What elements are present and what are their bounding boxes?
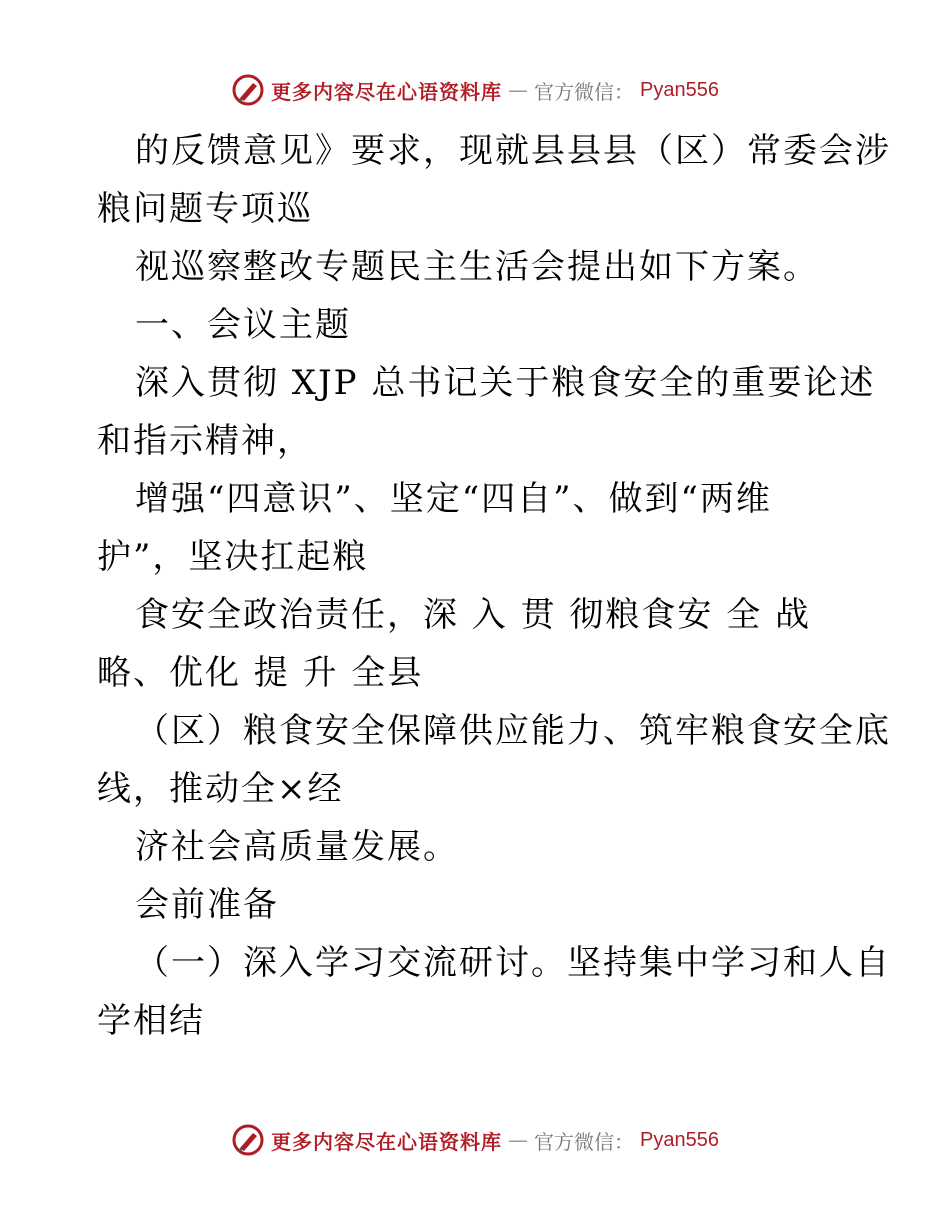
- document-line: 增强“四意识”、坚定“四自”、做到“两维: [135, 479, 772, 519]
- document-line: 护”，坚决扛起粮: [97, 537, 369, 577]
- document-line: （一）深入学习交流研讨。坚持集中学习和人自: [135, 943, 891, 983]
- document-line: 粮问题专项巡: [97, 189, 313, 229]
- banner-wechat-label: 官方微信：: [534, 1129, 635, 1154]
- document-line: 食安全政治责任，深 入 贯 彻粮食安 全 战: [135, 595, 812, 635]
- document-line: 学相结: [97, 1001, 205, 1041]
- document-line: 深入贯彻 XJP 总书记关于粮食安全的重要论述: [135, 363, 876, 403]
- banner-separator: —: [508, 78, 529, 102]
- document-line: 和指示精神，: [97, 421, 313, 461]
- document-line: 济社会高质量发展。: [135, 827, 459, 867]
- banner-separator: —: [508, 1128, 529, 1152]
- document-line: 视巡察整改专题民主生活会提出如下方案。: [135, 247, 819, 287]
- document-body: [97, 122, 891, 1050]
- banner-wechat-label: 官方微信：: [534, 79, 635, 104]
- banner-promo-text: 更多内容尽在心语资料库: [271, 1129, 503, 1154]
- footer-banner: [0, 1122, 950, 1158]
- document-line: 一、会议主题: [135, 305, 351, 345]
- banner-promo-text: 更多内容尽在心语资料库: [271, 79, 503, 104]
- pen-logo-icon: [231, 73, 265, 107]
- pen-logo-icon: [231, 1123, 265, 1157]
- header-banner: [0, 72, 950, 108]
- document-line: 略、优化 提 升 全县: [97, 653, 424, 693]
- document-line: 会前准备: [135, 885, 279, 925]
- banner-wechat-id: Pyan556: [640, 78, 719, 101]
- document-line: （区）粮食安全保障供应能力、筑牢粮食安全底: [135, 711, 891, 751]
- document-line: 的反馈意见》要求，现就县县县（区）常委会涉: [135, 131, 891, 171]
- banner-wechat-id: Pyan556: [640, 1128, 719, 1151]
- document-line: 线，推动全×经: [97, 769, 344, 809]
